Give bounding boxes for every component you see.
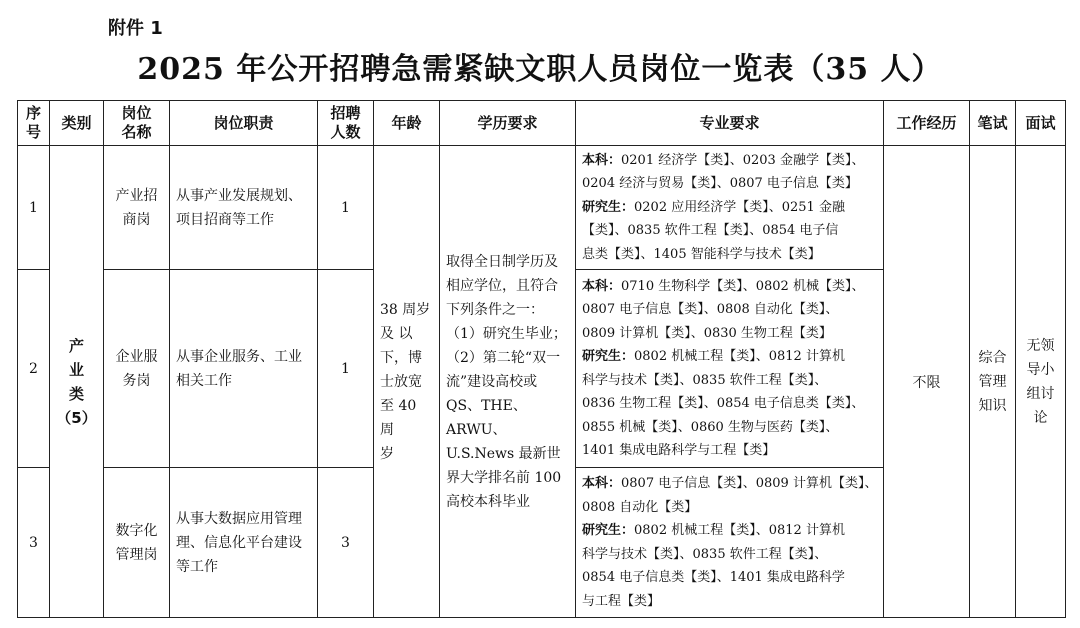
education-requirement: 取得全日制学历及 相应学位，且符合 下列条件之一： （1）研究生毕业； （2）第二轮“双一 流”建设高校或 QS、THE、ARWU、 U.S.News 最新世 界大学排名前 100 高校本科毕业 <box>440 146 576 618</box>
age-requirement: 38 周岁 及 以 下，博 士放宽 至 40 周 岁 <box>374 146 440 618</box>
major-line <box>582 392 877 416</box>
major-text: 0807 电子信息【类】、0809 计算机【类】、 <box>621 476 877 491</box>
major-text: 0204 经济与贸易【类】、0807 电子信息【类】 <box>582 176 858 192</box>
major-line <box>582 543 877 567</box>
major-line <box>582 439 877 463</box>
major-text: 息类【类】、1405 智能科学与技术【类】 <box>582 246 821 262</box>
major-requirement <box>576 270 884 468</box>
hire-count: 1 <box>318 270 374 468</box>
major-line <box>582 345 877 369</box>
header-row <box>18 101 1066 146</box>
major-line <box>582 496 877 520</box>
header-education: 学历要求 <box>440 101 576 146</box>
position-duty: 从事企业服务、工业 相关工作 <box>170 270 318 468</box>
major-line <box>582 196 877 220</box>
major-level-label: 本科： <box>582 152 622 168</box>
major-text: 科学与技术【类】、0835 软件工程【类】、 <box>582 546 828 562</box>
header-experience: 工作经历 <box>884 101 970 146</box>
header-written-test: 笔试 <box>970 101 1016 146</box>
major-line <box>582 590 877 614</box>
major-text: 0807 电子信息【类】、0808 自动化【类】、 <box>582 302 839 317</box>
category-cell: 产 业 类 （5） <box>50 146 104 618</box>
major-line <box>582 519 877 543</box>
major-level-label: 本科： <box>582 476 622 491</box>
position-duty: 从事产业发展规划、 项目招商等工作 <box>170 146 318 270</box>
header-interview: 面试 <box>1016 101 1066 146</box>
header-position: 岗位 名称 <box>104 101 170 146</box>
major-line <box>582 369 877 393</box>
major-text: 0836 生物工程【类】、0854 电子信息类【类】、 <box>582 396 865 411</box>
major-line <box>582 219 877 243</box>
header-duty: 岗位职责 <box>170 101 318 146</box>
major-text: 0710 生物科学【类】、0802 机械【类】、 <box>621 278 865 294</box>
header-major: 专业要求 <box>576 101 884 146</box>
experience-requirement: 不限 <box>884 146 970 618</box>
header-no: 序 号 <box>18 101 50 146</box>
page-title: 2025 年公开招聘急需紧缺文职人员岗位一览表（35 人） <box>137 52 943 87</box>
major-line <box>582 416 877 440</box>
major-level-label: 研究生： <box>582 199 635 215</box>
position-name: 企业服 务岗 <box>104 270 170 468</box>
row-no: 1 <box>18 146 50 270</box>
header-age: 年龄 <box>374 101 440 146</box>
major-line <box>582 172 877 196</box>
major-text: 【类】、0835 软件工程【类】、0854 电子信 <box>582 223 839 239</box>
major-text: 0854 电子信息类【类】、1401 集成电路科学 <box>582 570 845 585</box>
attachment-label: 附件 1 <box>108 18 163 39</box>
major-line <box>582 243 877 267</box>
major-text: 0809 计算机【类】、0830 生物工程【类】 <box>582 325 832 341</box>
major-level-label: 研究生： <box>582 349 635 364</box>
major-line <box>582 566 877 590</box>
header-count: 招聘 人数 <box>318 101 374 146</box>
major-level-label: 本科： <box>582 278 622 294</box>
major-text: 科学与技术【类】、0835 软件工程【类】、 <box>582 372 828 388</box>
hire-count: 1 <box>318 146 374 270</box>
major-level-label: 研究生： <box>582 523 635 538</box>
position-duty: 从事大数据应用管理 理、信息化平台建设 等工作 <box>170 468 318 618</box>
major-line <box>582 275 877 299</box>
hire-count: 3 <box>318 468 374 618</box>
table-row <box>18 146 1066 270</box>
position-name: 数字化 管理岗 <box>104 468 170 618</box>
major-text: 0802 机械工程【类】、0812 计算机 <box>634 523 845 538</box>
interview-format: 无领 导小 组讨 论 <box>1016 146 1066 618</box>
row-no: 2 <box>18 270 50 468</box>
position-name: 产业招 商岗 <box>104 146 170 270</box>
header-category: 类别 <box>50 101 104 146</box>
major-text: 0202 应用经济学【类】、0251 金融 <box>634 199 845 215</box>
major-text: 与工程【类】 <box>582 593 661 609</box>
major-text: 1401 集成电路科学与工程【类】 <box>582 443 776 458</box>
major-text: 0808 自动化【类】 <box>582 499 698 515</box>
positions-table <box>17 100 1066 618</box>
major-text: 0855 机械【类】、0860 生物与医药【类】、 <box>582 419 839 435</box>
row-no: 3 <box>18 468 50 618</box>
major-requirement <box>576 146 884 270</box>
major-line <box>582 472 877 496</box>
major-line <box>582 298 877 322</box>
major-text: 0802 机械工程【类】、0812 计算机 <box>634 349 845 364</box>
major-text: 0201 经济学【类】、0203 金融学【类】、 <box>621 152 865 168</box>
major-line <box>582 149 877 173</box>
major-requirement <box>576 468 884 618</box>
written-test: 综合 管理 知识 <box>970 146 1016 618</box>
major-line <box>582 322 877 346</box>
